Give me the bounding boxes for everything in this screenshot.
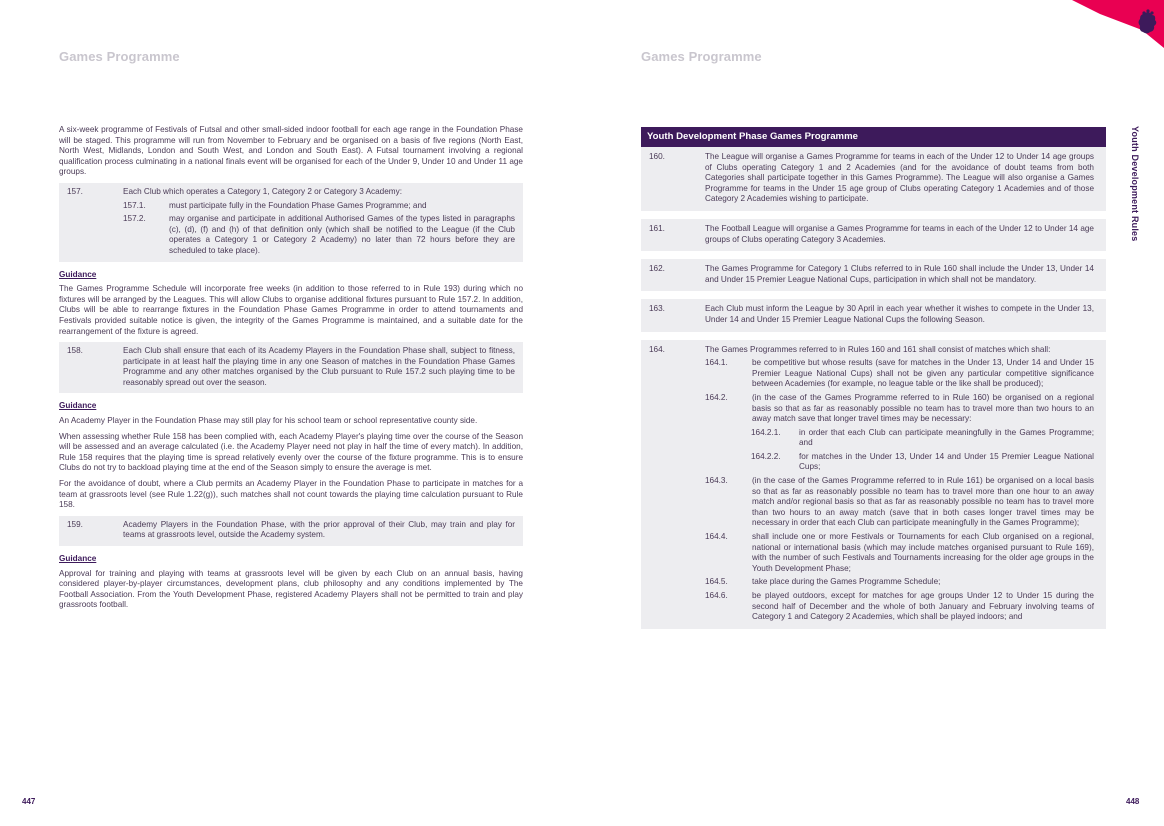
- guidance-paragraph: The Games Programme Schedule will incorporate free weeks (in addition to those referred to in Rule 193) during which no fixtures will be arranged by the Leagues. This will allow Clubs to organise additional fixtures pursuant to Rule 157.2. In addition, Clubs will be able to rearrange fixtures in the Foundation Phase Games Programme in order to attend tournaments and Festivals provided suitable notice is given, the integrity of the Games Programme is maintained, and a suitable date for the rearrangement of the fixture is agreed.: [59, 284, 523, 336]
- subrule-number: 164.1.: [705, 358, 728, 368]
- subrule-number: 164.2.: [705, 392, 728, 402]
- rule-159: [59, 516, 523, 546]
- rule-157: [59, 183, 523, 262]
- rule-number: 164.: [649, 344, 665, 354]
- rule-158: [59, 342, 523, 393]
- rule-number: 159.: [67, 519, 83, 529]
- rule-163: [641, 299, 1106, 331]
- rule-text: The Football League will organise a Games Programme for teams in each of the Under 12 to Under 14 age groups of Clubs operating Category 3 Academies.: [705, 223, 1094, 244]
- subsubrule-number: 164.2.2.: [751, 451, 781, 461]
- subrule-text: shall include one or more Festivals or Tournaments for each Club organised on a regional, national or international basis (which may include matches organised pursuant to Rule 169), with the number of such Festivals and Tournaments increasing for the older age groups in the Youth Development Phase;: [752, 532, 1094, 573]
- subrule-text: (in the case of the Games Programme referred to in Rule 160) be organised on a regional basis so that as far as reasonably possible no team has to travel more than two hours to an away match save that longer travel times may be necessary:: [752, 392, 1094, 424]
- subrule-number: 164.5.: [705, 577, 728, 587]
- subrule-text: be competitive but whose results (save for matches in the Under 13, Under 14 and Under 15 Premier League National Cups) shall not be given any particular competitive significance between Academies (for example, no league table or the like shall be produced);: [752, 358, 1094, 389]
- intro-paragraph: A six-week programme of Festivals of Futsal and other small-sided indoor football for each age range in the Foundation Phase will be staged. This programme will run from November to February and be organised on a basis of five regions (North East, North West, Midlands, London and South West, and London and South East). A Futsal tournament involving a regional qualification process culminating in a national finals event will be organised for each of the Under 9, Under 10 and Under 11 age groups.: [59, 125, 523, 177]
- subrule-text: take place during the Games Programme Schedule;: [752, 577, 941, 587]
- subrule-text: must participate fully in the Foundation Phase Games Programme; and: [169, 200, 427, 210]
- rule-161: [641, 219, 1106, 251]
- rule-162: [641, 259, 1106, 291]
- rule-text: Each Club shall ensure that each of its Academy Players in the Foundation Phase shall, subject to fitness, participate in at least half the playing time in any one Season of matches in the Foundation Phase Games Programme and any other matches organised by the Club pursuant to Rule 157.2 such playing time to be reasonably spread out over the season.: [123, 346, 515, 387]
- rule-text: Each Club must inform the League by 30 April in each year whether it wishes to compete in the Under 13, Under 14 and Under 15 Premier League National Cups the following Season.: [705, 304, 1094, 324]
- rule-text: The League will organise a Games Programme for teams in each of the Under 12 to Under 14 age groups of Clubs operating Category 1 and 2 Academies (and for the avoidance of doubt teams from both Categories shall participate together in this Games Programme). The League will also organise a Games Programme for teams in the Under 15 age group of Clubs operating Category 1 Academies and of those Category 2 Academies wishing to participate.: [705, 152, 1094, 204]
- page-title-right: Games Programme: [641, 49, 762, 64]
- subsubrule-text: for matches in the Under 13, Under 14 and Under 15 Premier League National Cups;: [799, 451, 1094, 472]
- side-section-label: Youth Development Rules: [1130, 126, 1140, 242]
- rule-number: 163.: [649, 304, 665, 314]
- corner-brand-graphic: [1054, 0, 1164, 48]
- rule-number: 157.: [67, 186, 83, 196]
- left-page-content: [59, 125, 523, 616]
- section-heading: Youth Development Phase Games Programme: [641, 127, 1106, 147]
- subrule-number: 164.4.: [705, 532, 728, 542]
- rule-number: 161.: [649, 223, 665, 233]
- subrule-text: (in the case of the Games Programme referred to in Rule 161) be organised on a local basis so that as far as reasonably possible no team has to travel more than one hour to an away match and/or regional basis so that as far as reasonably possible no team has to travel more than two hours to an away match (save that in both cases longer travel times may be necessary in order that each Club can participate meaningfully in the Games Programme);: [752, 476, 1094, 528]
- subrule-number: 157.1.: [123, 200, 146, 210]
- subsubrule-text: in order that each Club can participate meaningfully in the Games Programme; and: [799, 427, 1094, 448]
- rule-number: 162.: [649, 264, 665, 274]
- rule-160: [641, 147, 1106, 211]
- rule-text: The Games Programmes referred to in Rules 160 and 161 shall consist of matches which shall:: [705, 344, 1051, 354]
- guidance-paragraph: Approval for training and playing with teams at grassroots level will be given by each Club on an annual basis, having considered player-by-player circumstances, development plans, club philosophy and any conditions implemented by The Football Association. From the Youth Development Phase, registered Academy Players shall not be permitted to train and play grassroots football.: [59, 568, 523, 610]
- guidance-heading: Guidance: [59, 401, 97, 411]
- subrule-text: may organise and participate in additional Authorised Games of the types listed in paragraphs (c), (d), (f) and (h) of that definition only (which shall be notified to the League (if the Club operates a Category 1 or Category 2 Academy) no later than 72 hours before they are scheduled to take place).: [169, 214, 515, 255]
- rule-text: The Games Programme for Category 1 Clubs referred to in Rule 160 shall include the Under 13, Under 14 and Under 15 Premier League National Cups, participation in which shall not be mandatory.: [705, 264, 1094, 284]
- subrule-number: 157.2.: [123, 214, 146, 224]
- page-title-left: Games Programme: [59, 49, 180, 64]
- guidance-heading: Guidance: [59, 554, 97, 563]
- subrule-number: 164.6.: [705, 591, 728, 600]
- guidance-paragraph: When assessing whether Rule 158 has been complied with, each Academy Player's playing time over the course of the Season will be assessed and an average calculated (i.e. the Academy Player need not play in half the time of every match). In addition, Rule 158 requires that the playing time is spread relatively evenly over the course of the fixture programme. This is to ensure Clubs do not try to backload playing time at the end of the Season simply to ensure the average is met.: [59, 431, 523, 473]
- right-page-content: [641, 127, 1106, 637]
- guidance-paragraph: For the avoidance of doubt, where a Club permits an Academy Player in the Foundation Phase to participate in matches for a team at grassroots level (see Rule 1.22(g)), such matches shall not count towards the playing time calculation pursuant to Rule 158.: [59, 479, 523, 510]
- subrule-text: be played outdoors, except for matches for age groups Under 12 to Under 15 during the second half of December and the whole of both January and February involving teams of Category 1 and Category 2 Academies, which shall be played indoors; and: [752, 591, 1094, 622]
- rule-text: Each Club which operates a Category 1, Category 2 or Category 3 Academy:: [123, 186, 402, 196]
- rule-number: 158.: [67, 346, 83, 356]
- subsubrule-number: 164.2.1.: [751, 427, 781, 437]
- guidance-paragraph: An Academy Player in the Foundation Phase may still play for his school team or school representative county side.: [59, 416, 478, 426]
- rule-number: 160.: [649, 152, 665, 161]
- guidance-heading: Guidance: [59, 269, 97, 279]
- page-number-left: 447: [22, 797, 36, 806]
- subrule-number: 164.3.: [705, 476, 728, 486]
- rule-164: [641, 340, 1106, 629]
- page-number-right: 448: [1126, 797, 1140, 806]
- rule-text: Academy Players in the Foundation Phase, with the prior approval of their Club, may train and play for teams at grassroots level, outside the Academy system.: [123, 519, 515, 540]
